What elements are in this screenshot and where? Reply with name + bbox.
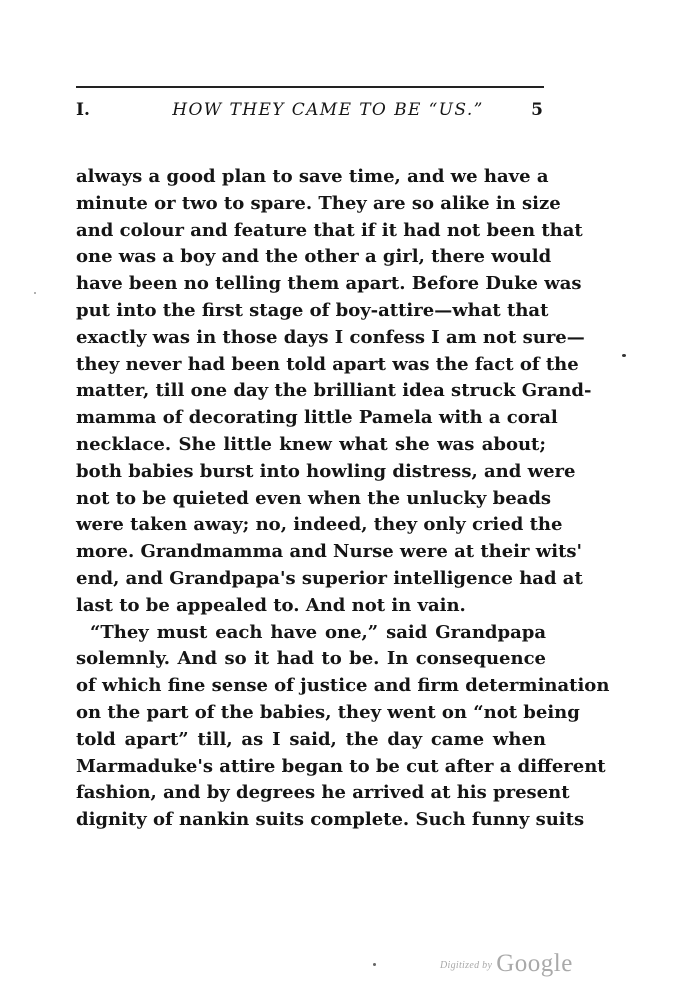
text-line: dignity of nankin suits complete. Such funny suits — [76, 809, 585, 831]
text-line: fashion, and by degrees he arrived at his present — [76, 782, 570, 804]
text-line: necklace. She little knew what she was about; — [76, 433, 546, 455]
text-line: told apart” till, as I said, the day came when — [76, 728, 546, 750]
page-number: 5 — [531, 100, 543, 120]
text-line: and colour and feature that if it had not been that — [76, 219, 583, 241]
running-header — [76, 100, 546, 126]
text-line: of which fine sense of justice and firm determination — [76, 675, 610, 697]
speck-mark — [34, 292, 36, 294]
text-line: on the part of the babies, they went on “not being — [76, 701, 580, 723]
speck-mark — [622, 354, 626, 357]
text-line: more. Grandmamma and Nurse were at their wits' — [76, 541, 583, 563]
text-line: Marmaduke's attire began to be cut after a different — [76, 755, 606, 777]
text-line: “They must each have one,” said Grandpapa — [90, 621, 546, 643]
text-line: put into the first stage of boy-attire—what that — [76, 299, 549, 321]
text-line: always a good plan to save time, and we have a — [76, 166, 549, 187]
text-line: both babies burst into howling distress, and were — [76, 460, 576, 482]
header-rule — [76, 86, 544, 88]
text-line: one was a boy and the other a girl, there would — [76, 246, 552, 268]
text-line: end, and Grandpapa's superior intelligence had at — [76, 567, 583, 589]
text-line: mamma of decorating little Pamela with a coral — [76, 407, 558, 429]
digitized-watermark — [440, 950, 573, 978]
text-line: were taken away; no, indeed, they only cried the — [76, 514, 563, 536]
text-line: last to be appealed to. And not in vain. — [76, 594, 466, 616]
running-title: HOW THEY CAME TO BE “US.” — [172, 100, 484, 120]
chapter-number: I. — [76, 100, 90, 120]
text-line: have been no telling them apart. Before Duke was — [76, 273, 582, 295]
watermark-prefix: Digitized by — [440, 960, 493, 971]
text-line: solemnly. And so it had to be. In consequence — [76, 648, 546, 670]
text-line: matter, till one day the brilliant idea struck Grand- — [76, 380, 592, 402]
text-line: not to be quieted even when the unlucky beads — [76, 487, 552, 509]
google-logo-text: Google — [496, 950, 573, 977]
text-line: minute or two to spare. They are so alike in size — [76, 192, 561, 214]
speck-mark — [373, 963, 376, 966]
text-line: exactly was in those days I confess I am not sure— — [76, 326, 585, 348]
body-text — [76, 164, 610, 834]
text-line: they never had been told apart was the fact of the — [76, 353, 579, 375]
